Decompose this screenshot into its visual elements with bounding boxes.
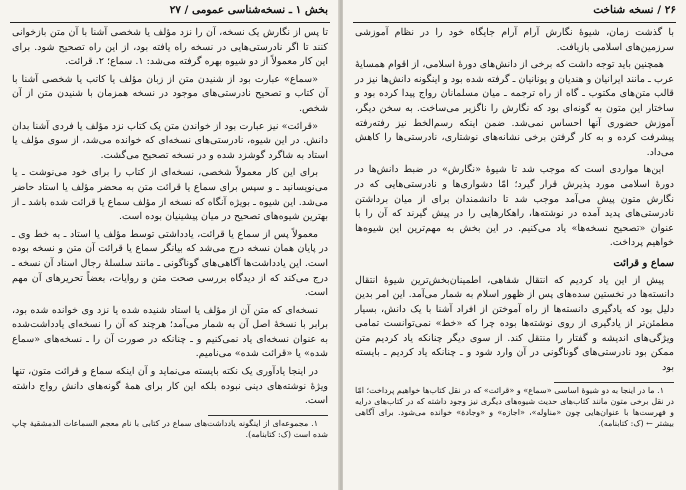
paragraph: تا پس از نگارش یک نسخه، آن را نزد مؤلف یا شخصی آشنا با آن متن بازخوانی کنند تا اگر نادرستی‌هایی در نسخه راه یافته بود، از این راه تصحیح شود. برای این کار معمولاً از دو شیوه بهره گرفته می‌شد: ۱. سماع؛ ۲. قرائت. — [12, 27, 328, 68]
left-header-rule — [10, 22, 330, 23]
footnote-rule — [554, 382, 674, 383]
right-header-rule — [353, 22, 676, 23]
footnote: ۱. مجموعه‌ای از اینگونه یادداشت‌های سماع در کتابی با نام معجم السماعات الدمشقیة چاپ شده است (ک: کتابنامه). — [12, 418, 328, 439]
paragraph: معمولاً پس از سماع یا قرائت، یادداشتی توسط مؤلف یا استاد ـ به خط وی ـ در پایان همان نسخه درج می‌شد که بیانگر سماع یا قرائت آن متن و نسخه بوده است. این یادداشت‌ها آگاهی‌های گوناگونی ـ مانند سلسلهٔ رجال اسناد آن نسخه ـ درج می‌کند که از دیدگاه بررسی صحت متن و روایات، بعضاً تحریرهای آن مهم است. — [12, 228, 328, 299]
paragraph: نسخه‌ای که متن آن از مؤلف یا استاد شنیده شده یا نزد وی خوانده شده بود، برابر با نسخهٔ اصل آن به شمار می‌آمد؛ هرچند که آن را نسخه‌ای یادداشت‌شده به عنوان نسخه‌ای یاد نمی‌کنیم و ـ چنانکه در صورت آن را ـ نسخه‌های «سماع شده» یا «قرائت شده» می‌نامیم. — [12, 304, 328, 360]
left-page-body — [12, 26, 328, 443]
right-page — [343, 0, 686, 490]
paragraph: این‌ها مواردی است که موجب شد تا شیوهٔ «نگارش» در ضبط دانش‌ها در دورهٔ اسلامی مورد پذیرش قرار گیرد؛ امّا دشواری‌ها و نادرستی‌هایی که در نگارش متون پیش می‌آمد موجب شد تا دانشمندان برای از میان برداشتن نادرستی‌های پدید آمده در نوشته‌ها، راهکارهایی را در پیش گیرند که آن را با عنوان «تصحیح نسخه‌ها» یاد می‌کنیم. در این بخش به مهم‌ترین این شیوه‌ها خواهیم پرداخت. — [355, 164, 674, 249]
paragraph: همچنین باید توجه داشت که برخی از دانش‌های دورهٔ اسلامی، از اقوام همسایهٔ عرب ـ مانند ایرانیان و هندیان و یونانیان ـ گرفته شده بود و اینگونه دانش‌ها نیز در قالب متن‌های مکتوب ـ گاه از راه ترجمه ـ میان مسلمانان رواج پیدا کرده بود و ساختار این متون به گونه‌ای بود که نگارش را ناگزیر می‌ساخت. به سخن دیگر، آموزش حضوری آنها احساس نمی‌شد. ضمن اینکه رسم‌الخط نیز رفته‌رفته پیشرفت کرده و به کار گرفتن برخی نشانه‌های نوشتاری، نادرستی‌ها را کاهش می‌داد. — [355, 59, 674, 158]
paragraph: «قرائت» نیز عبارت بود از خواندن متن یک کتاب نزد مؤلف یا فردی آشنا بدان دانش. در این شیوه، نادرستی‌های نسخه‌ای که خوانده می‌شد، از سوی مؤلف یا استاد به شاگرد گوشزد شده و در نسخه تصحیح می‌گشت. — [12, 120, 328, 161]
footnote-rule — [208, 415, 328, 416]
left-page-header: بخش ۱ ـ نسخه‌شناسی عمومی / ۲۷ — [169, 4, 328, 16]
paragraph: برای این کار معمولاً شخصی، نسخه‌ای از کتاب را برای خود می‌نوشت ـ یا می‌نویسانید ـ و سپس برای سماع یا قرائت متن به محضر مؤلف یا استاد حاضر می‌شد. این شیوه ـ بویژه آنگاه که نسخه از مؤلف سماع یا قرائت شده باشد ـ از بهترین شیوه‌های تصحیح در میان پیشینیان بوده است. — [12, 167, 328, 223]
section-heading: سماع و قرائت — [613, 257, 674, 269]
right-page-body — [355, 26, 674, 432]
paragraph: «سماع» عبارت بود از شنیدن متن از زبان مؤلف یا کاتب یا شخصی آشنا با آن کتاب و تصحیح نادرستی‌های موجود در نسخه همزمان با شنیدن متن از آن شخص. — [12, 73, 328, 114]
paragraph: در اینجا یادآوری یک نکته بایسته می‌نماید و آن اینکه سماع و قرائت متون، تنها ویژهٔ نوشته‌های دینی نبوده بلکه این کار برای همهٔ گونه‌های دانش رواج داشته است. — [12, 366, 328, 407]
paragraph: با گذشت زمان، شیوهٔ نگارش آرام آرام جایگاه خود را در نظام آموزشی سرزمین‌های اسلامی بازیافت. — [355, 27, 674, 53]
right-page-header: ۲۶ / نسخه شناخت — [593, 4, 676, 16]
paragraph: پیش از این یاد کردیم که انتقال شفاهی، اطمینان‌بخش‌ترین شیوهٔ انتقال دانسته‌ها در نخستین سده‌های پس از ظهور اسلام به شمار می‌آمد. این امر بدین دلیل بود که یادگیری دانسته‌ها از راه آموختن از افراد آشنا با یک دانش، بسیار مطمئن‌تر از یادگیری از روی نوشته‌ها بوده چرا که «خط» نمی‌توانست تمامی ویژگی‌های اندیشه و گفتار را منتقل کند. از سوی دیگر چنانکه یاد کردیم متن ممکن بود نادرستی‌های گوناگونی در آن وارد شود و ـ چنانکه یاد کردیم ـ بایسته بود — [355, 274, 674, 374]
footnote: ۱. ما در اینجا به دو شیوهٔ اساسی «سماع» و «قرائت» که در نقل کتاب‌ها خواهیم پرداخت؛ امّا در نقل برخی متون مانند کتاب‌های حدیث شیوه‌های دیگری نیز وجود داشته که در کتاب‌های درایه و فهرست‌ها با عنوان‌هایی چون «مناوله»، «اجازه» و «وجادة» خوانده می‌شود. برای آگاهی بیشتر ← (ک: کتابنامه). — [355, 385, 674, 428]
left-page — [0, 0, 341, 490]
